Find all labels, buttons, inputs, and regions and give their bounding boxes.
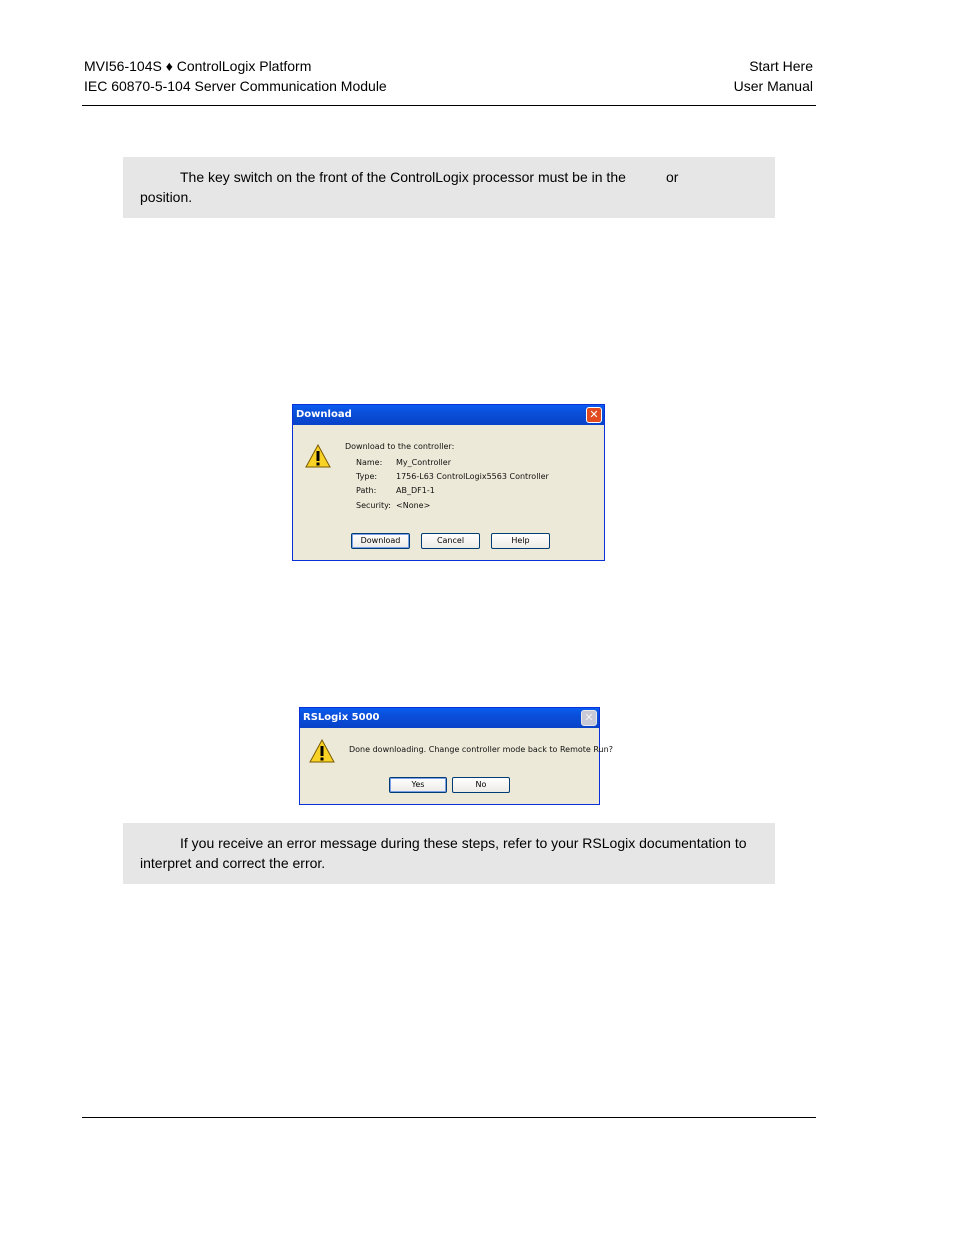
rslogix-dialog-title: RSLogix 5000 xyxy=(303,712,380,723)
rslogix-message: Done downloading. Change controller mode back to Remote Run? xyxy=(349,745,613,754)
note-key-switch-or: or xyxy=(666,169,679,185)
note-error-line1: If you receive an error message during these steps, refer to your RSLogix documentation to xyxy=(180,835,747,851)
help-button[interactable]: Help xyxy=(491,533,550,549)
header-doc-type: User Manual xyxy=(733,78,813,94)
header-product: MVI56-104S ♦ ControlLogix Platform xyxy=(84,58,312,74)
cancel-button[interactable]: Cancel xyxy=(421,533,480,549)
name-label: Name: xyxy=(356,458,383,467)
warning-icon xyxy=(309,739,335,763)
download-button[interactable]: Download xyxy=(351,533,410,549)
note-error-line2: interpret and correct the error. xyxy=(140,855,326,871)
close-icon: ✕ xyxy=(581,710,597,726)
header-module: IEC 60870-5-104 Server Communication Module xyxy=(84,78,387,94)
no-button[interactable]: No xyxy=(452,777,510,793)
download-dialog-title: Download xyxy=(296,409,352,420)
header-rule xyxy=(82,105,816,106)
header-left xyxy=(84,56,387,96)
download-dialog xyxy=(292,404,605,561)
path-value: AB_DF1-1 xyxy=(396,486,435,495)
footer-rule xyxy=(82,1117,816,1118)
warning-icon xyxy=(305,444,331,468)
rslogix-dialog xyxy=(299,707,613,805)
rslogix-dialog-titlebar[interactable] xyxy=(300,708,599,728)
note-key-switch-line1: The key switch on the front of the ControlLogix processor must be in the xyxy=(180,169,626,185)
yes-button[interactable]: Yes xyxy=(389,777,447,793)
note-key-switch-line2: position. xyxy=(140,189,193,205)
type-label: Type: xyxy=(356,472,378,481)
download-heading: Download to the controller: xyxy=(345,442,455,451)
name-value: My_Controller xyxy=(396,458,451,467)
note-key-switch xyxy=(123,157,775,218)
header-section: Start Here xyxy=(749,58,813,74)
note-error-message xyxy=(123,823,775,884)
path-label: Path: xyxy=(356,486,377,495)
security-value: <None> xyxy=(396,501,431,510)
security-label: Security: xyxy=(356,501,391,510)
close-icon[interactable]: ✕ xyxy=(586,407,602,423)
header-right xyxy=(734,56,813,96)
download-dialog-titlebar[interactable] xyxy=(293,405,604,425)
type-value: 1756-L63 ControlLogix5563 Controller xyxy=(396,472,549,481)
